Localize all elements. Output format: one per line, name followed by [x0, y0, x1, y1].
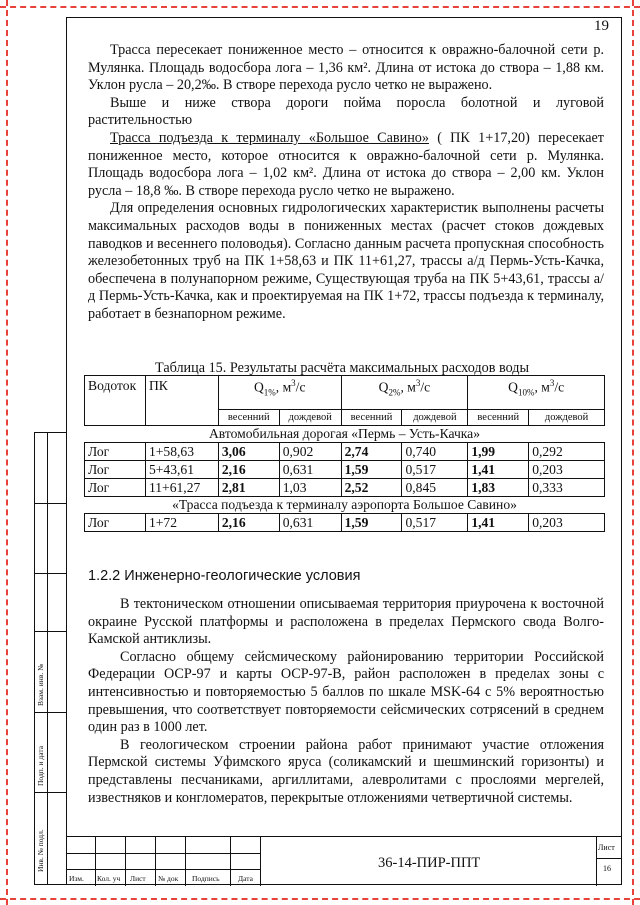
section-title: 1.2.2 Инженерно-геологические условия	[88, 568, 361, 584]
sub-rain: дождевой	[529, 410, 605, 426]
cell-q10-spring: 1,41	[471, 514, 496, 530]
table-row	[85, 443, 605, 461]
title-block	[66, 836, 622, 885]
cell-pk: 5+43,61	[145, 461, 218, 479]
sheet-number: 16	[603, 864, 611, 873]
cell-q2-spring: 1,59	[344, 461, 369, 477]
route-name: Трасса подъезда к терминалу «Большое Савино»	[110, 129, 429, 146]
cell-watercourse: Лог	[85, 443, 146, 461]
document-code: 36-14-ПИР-ППТ	[378, 855, 481, 871]
cell-q10-rain: 0,203	[529, 461, 605, 479]
label-n-dok: № док	[158, 874, 179, 883]
label-data: Дата	[238, 874, 253, 883]
table-caption: Таблица 15. Результаты расчёта максимальных расходов воды	[155, 360, 530, 376]
cell-q10-rain: 0,292	[529, 443, 605, 461]
table-header-row	[85, 376, 605, 410]
cell-q2-rain: 0,845	[402, 479, 468, 497]
left-strip-upper	[34, 432, 66, 631]
header-q10: $Q_{10\%}$, $м^3/с$	[468, 376, 605, 410]
header-q2: $Q_{2\%}$, $м^3/с$	[341, 376, 468, 410]
cell-q1-spring: 2,81	[221, 479, 246, 495]
paragraph-5: В тектоническом отношении описываемая территория приурочена к восточной окраине Русской платформы и расположена в пределах Пермского свода Волго-Камской антиклизы.	[88, 596, 604, 648]
cell-q10-spring: 1,83	[471, 479, 496, 495]
paragraph-4: Для определения основных гидрологических характеристик выполнены расчеты максимальных расходов воды в пониженных местах (расчет стоков дождевых паводков и весеннего половодья). Согласно данным расчета пропускная способность железобетонных труб на ПК 1+58,63 и ПК 11+61,27, трассы а/д Пермь-Усть-Качка, обеспечена в полунапорном режиме, Существующая труба на ПК 5+43,61, трассы а/д Пермь-Усть-Качка, как и проектируемая на ПК 1+72, трассы подъезда к терминалу, работает в безнапорном режиме.	[88, 200, 604, 322]
paragraph-1: Трасса пересекает пониженное место – относится к овражно-балочной сети р. Мулянка. Площадь водосбора лога – 1,36 км². Длина от истока до створа – 1,88 км. Уклон русла – 20,2‰. В створе перехода русло четко не выражено.	[88, 42, 604, 94]
sub-rain: дождевой	[279, 410, 341, 426]
cell-q1-rain: 0,902	[279, 443, 341, 461]
page-number: 19	[594, 18, 609, 34]
cell-q1-spring: 2,16	[221, 461, 246, 477]
cell-q1-rain: 0,631	[279, 514, 341, 532]
paragraph-7: В геологическом строении района работ принимают участие отложения Пермской системы Уфимского яруса (соликамский и шешминский горизонты) и представлены песчаниками, аргиллитами, алевролитами с прослоями мергелей, известняков и конгломератов, перекрытые отложениями четвертичной системы.	[88, 736, 604, 806]
cell-watercourse: Лог	[85, 461, 146, 479]
cell-watercourse: Лог	[85, 479, 146, 497]
label-vzam-inv: Взам. инв. №	[36, 663, 45, 706]
text-body-lower	[88, 596, 604, 807]
cell-pk: 1+72	[145, 514, 218, 532]
cut-line-bottom	[0, 898, 640, 900]
cell-q10-spring: 1,41	[471, 461, 496, 477]
left-stamp-strip	[34, 631, 66, 885]
label-list: Лист	[130, 874, 146, 883]
sub-spring: весенний	[468, 410, 529, 426]
table-row	[85, 514, 605, 532]
cut-line-left	[6, 0, 8, 905]
header-pk: ПК	[145, 376, 218, 426]
cut-line-right	[632, 0, 634, 905]
paragraph-3-rest: ( ПК 1+17,20) пересекает пониженное место, которое относится к овражно-балочной сети р. Мулянка. Площадь водосбора лога – 1,02 км². Длина от истока до створа – 2,00 км. Уклон русла – 18,8 ‰. В створе перехода русло четко не выражено.	[88, 129, 604, 199]
label-inv-podl: Инв. № подл.	[36, 829, 45, 872]
cell-q10-spring: 1,99	[471, 443, 496, 459]
cell-pk: 11+61,27	[145, 479, 218, 497]
table-row	[85, 461, 605, 479]
table-row	[85, 479, 605, 497]
cell-q1-spring: 3,06	[221, 443, 246, 459]
group-title-1: Автомобильная дорогая «Пермь – Усть-Качка»	[85, 426, 605, 443]
label-podp-data: Подп. и дата	[36, 745, 45, 786]
group-title-2: «Трасса подъезда к терминалу аэропорта Большое Савино»	[85, 497, 605, 514]
table-group-row	[85, 426, 605, 443]
results-table	[84, 375, 605, 532]
sub-spring: весенний	[218, 410, 279, 426]
cell-q2-spring: 2,52	[344, 479, 369, 495]
cell-watercourse: Лог	[85, 514, 146, 532]
sub-rain: дождевой	[402, 410, 468, 426]
paragraph-3	[88, 130, 604, 200]
cell-q2-rain: 0,517	[402, 461, 468, 479]
sub-spring: весенний	[341, 410, 402, 426]
cell-q10-rain: 0,333	[529, 479, 605, 497]
paragraph-6: Согласно общему сейсмическому районированию территории Российской Федерации ОСР-97 и карты ОСР-97-В, район расположен в пределах зоны с интенсивностью и повторяемостью 5 баллов по шкале MSK-64 с 5% вероятностью превышения, что соответствует повторяемости сейсмических сотрясений в среднем один раз в 1000 лет.	[88, 648, 604, 736]
header-watercourse: Водоток	[85, 376, 146, 426]
cell-q1-spring: 2,16	[221, 514, 246, 530]
table-group-row	[85, 497, 605, 514]
cell-q1-rain: 1,03	[279, 479, 341, 497]
sheet-label: Лист	[598, 843, 615, 852]
label-kol-uch: Кол. уч	[97, 874, 121, 883]
label-podpis: Подпись	[192, 874, 220, 883]
text-body-upper	[88, 42, 604, 324]
header-q1: $Q_{1\%}$, $м^3/с$	[218, 376, 341, 410]
cell-q1-rain: 0,631	[279, 461, 341, 479]
paragraph-2: Выше и ниже створа дороги пойма поросла болотной и луговой растительностью	[88, 94, 604, 129]
cell-q2-rain: 0,517	[402, 514, 468, 532]
cell-q2-spring: 1,59	[344, 514, 369, 530]
cell-q10-rain: 0,203	[529, 514, 605, 532]
cell-q2-spring: 2,74	[344, 443, 369, 459]
cell-pk: 1+58,63	[145, 443, 218, 461]
label-izm: Изм.	[69, 874, 84, 883]
cell-q2-rain: 0,740	[402, 443, 468, 461]
cut-line-top	[0, 6, 640, 8]
